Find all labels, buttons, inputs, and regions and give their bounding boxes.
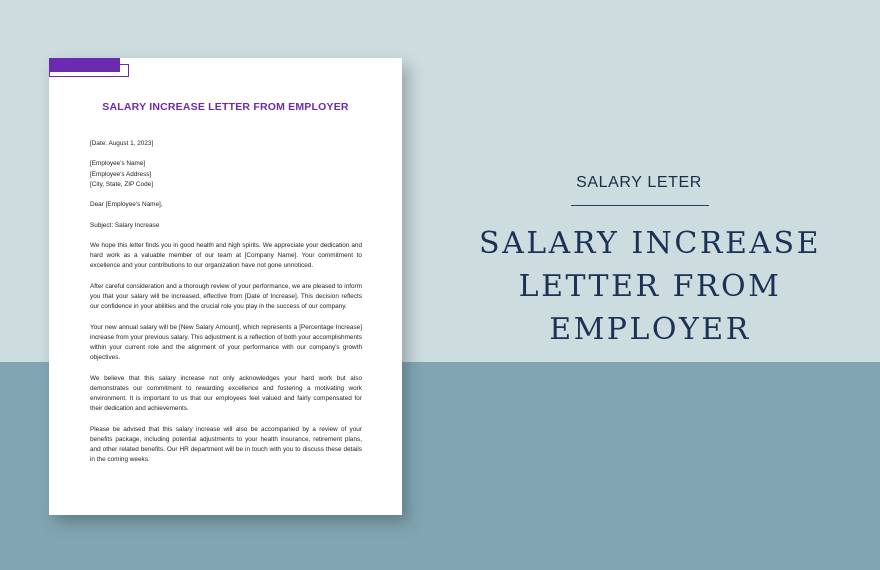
letter-salutation: Dear [Employee's Name],	[90, 201, 163, 209]
letter-paragraph-3: Your new annual salary will be [New Salary Amount], which represents a [Percentage Increase] increase from your previous salary. This adjustment is a reflection of both your accomplishments within your current role and the alignment of your performance with our company's growth objectives.	[90, 323, 362, 362]
address-line-name: [Employee's Name]	[90, 160, 146, 168]
hero-divider	[571, 205, 709, 206]
letter-document	[49, 58, 402, 515]
address-line-street: [Employee's Address]	[90, 170, 152, 178]
address-line-city: [City, State, ZIP Code]	[90, 180, 153, 188]
letter-paragraph-4: We believe that this salary increase not only acknowledges your hard work but also demonstrates our commitment to rewarding excellence and fostering a motivating work environment. It is important to us that our employees feel valued and fairly compensated for their dedication and achievements.	[90, 374, 362, 413]
letter-paragraph-1: We hope this letter finds you in good health and high spirits. We appreciate your dedication and hard work as a valuable member of our team at [Company Name]. Your commitment to excellence and your contributions to our organization have not gone unnoticed.	[90, 241, 362, 270]
letter-date: [Date: August 1, 2023]	[90, 140, 154, 147]
hero-title-line-3: EMPLOYER	[549, 312, 751, 347]
hero-subtitle: SALARY LETER	[576, 174, 702, 191]
hero-title	[470, 222, 830, 351]
hero-title-line-1: SALARY INCREASE	[479, 226, 821, 261]
letter-paragraph-2: After careful consideration and a thorough review of your performance, we are pleased to inform you that your salary will be increased, effective from [Date of Increase]. This decision reflects our confidence in your abilities and the crucial role you play in the success of our company.	[90, 282, 362, 311]
accent-bar-decoration	[49, 58, 120, 72]
letter-subject: Subject: Salary Increase	[90, 221, 160, 229]
letter-title: SALARY INCREASE LETTER FROM EMPLOYER	[102, 101, 349, 113]
letter-body	[90, 139, 362, 476]
letter-address-block	[90, 159, 362, 190]
letter-paragraph-5: Please be advised that this salary increase will also be accompanied by a review of your benefits package, including potential adjustments to your health insurance, retirement plans, and other related benefits. Our HR department will be in touch with you to discuss these details in the coming weeks.	[90, 425, 362, 464]
hero-title-line-2: LETTER FROM	[518, 269, 782, 304]
